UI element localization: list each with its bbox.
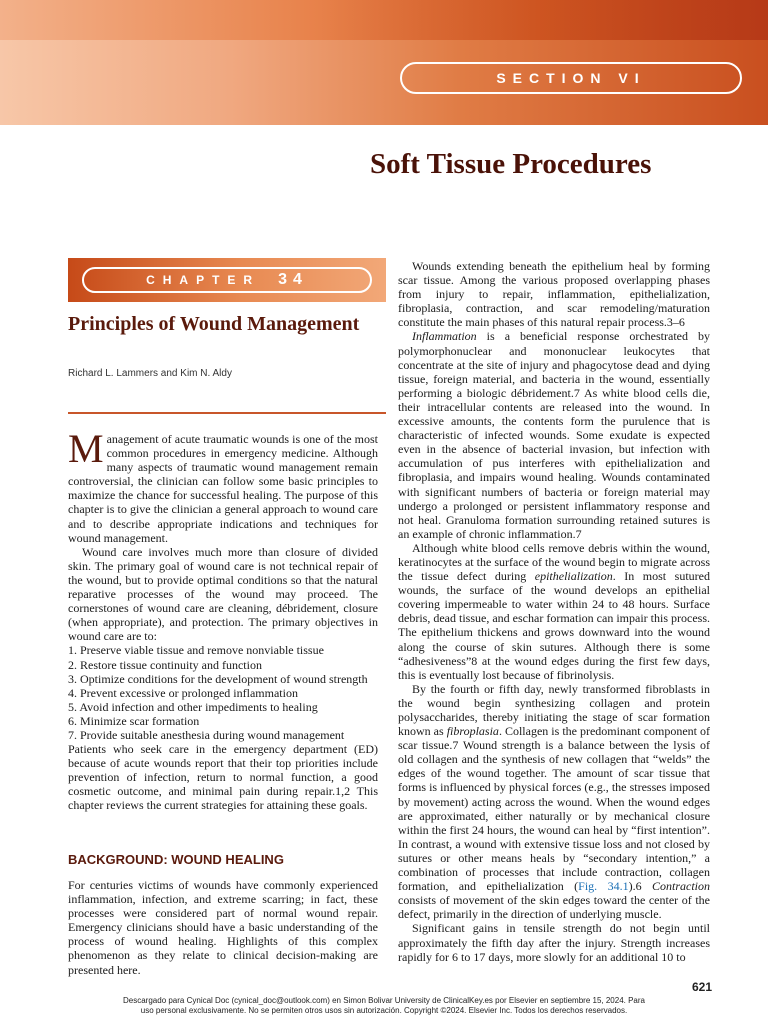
paragraph: Inflammation is a beneficial response orchestrated by polymorphonuclear and mononuclear leukocytes that concentrate at the site of injury and phagocytose dead and dying tissue, foreign material, and bacteria in the wound, essentially performing a biologic débridement.7 As white blood cells die, their intracellular contents are released into the wound. In excessive amounts, the contents form the purulence that is characteristic of infected wounds. Some exudate is expected even in the absence of bacterial invasion, but infection with accumulation of pus interferes with epithelialization and fibroplasia, and impairs wound healing. Wounds contaminated with significant numbers of bacteria or foreign material may undergo a prolonged or persistent inflammatory response and not heal. Granuloma formation surrounding retained sutures is an example of chronic inflammation.7 — [398, 329, 710, 541]
section-label: SECTION VI — [400, 62, 742, 94]
authors: Richard L. Lammers and Kim N. Aldy — [68, 368, 232, 379]
intro-paragraph: Management of acute traumatic wounds is one of the most common procedures in emergency medicine. Although many aspects of traumatic wound management remain controversial, the clinician can follow some basic principles to maximize the chance for successful healing. The purpose of this chapter is to give the clinician a general approach to wound care and to describe appropriate indications and techniques for wound management. — [68, 426, 378, 545]
list-item: 2. Restore tissue continuity and function — [68, 657, 262, 672]
column-right — [398, 259, 710, 964]
objectives-list — [68, 643, 378, 742]
paragraph: For centuries victims of wounds have commonly experienced inflammation, infection, and extreme scarring; in fact, these processes were considered part of normal wound repair. Emergency clinicians should have a basic understanding of the process of wound healing. Highlights of this complex phenomenon as they relate to clinical decision-making are presented here. — [68, 878, 378, 977]
footer-line: uso personal exclusivamente. No se permiten otros usos sin autorización. Copyright ©2024. Elsevier Inc. Todos los derechos reservados. — [140, 1006, 628, 1015]
section-title: Soft Tissue Procedures — [370, 148, 652, 180]
chapter-label-pill — [82, 267, 372, 293]
drop-cap: M — [68, 426, 104, 471]
page-number: 621 — [692, 980, 713, 994]
banner-shade — [320, 0, 768, 40]
figure-link[interactable]: Fig. 34.1 — [578, 879, 629, 894]
list-item: 7. Provide suitable anesthesia during wound management — [68, 727, 345, 742]
title-rule — [68, 412, 386, 414]
column-left-lower — [68, 878, 378, 977]
download-footer — [60, 996, 708, 1016]
chapter-number: 34 — [278, 271, 308, 288]
paragraph: Wound care involves much more than closure of divided skin. The primary goal of wound care is not technical repair of the wound, but to provide optimal conditions so that the natural reparative processes of the wound may proceed. The cornerstones of wound care are cleaning, débridement, closure (when appropriate), and protection. The primary objectives in wound care are to: — [68, 544, 378, 644]
paragraph: Significant gains in tensile strength do not begin until approximately the fifth day after the injury. Strength increases rapidly for 6 to 17 days, more slowly for an additional 10 to — [398, 921, 710, 964]
list-item: 6. Minimize scar formation — [68, 713, 200, 728]
list-item: 4. Prevent excessive or prolonged inflammation — [68, 685, 298, 700]
list-item: 5. Avoid infection and other impediments to healing — [68, 699, 318, 714]
column-left — [68, 426, 378, 813]
list-item: 1. Preserve viable tissue and remove nonviable tissue — [68, 643, 324, 658]
paragraph: By the fourth or fifth day, newly transformed fibroblasts in the wound begin synthesizing collagen and protein polysaccharides, thereby initiating the stage of scar formation known as fibroplasia. Collagen is the predominant component of scar tissue.7 Wound strength is a balance between the lysis of old collagen and the synthesis of new collagen that “welds” the edges of the wound together. The amount of scar tissue that forms is influenced by physical forces (e.g., the stresses imposed by movement) acting across the wound. When the wound edges are approximated, either naturally or by mechanical closure within the first 24 hours, the wound can heal by “first intention”. In contrast, a wound with extensive tissue loss and not closed by sutures or other means heals by “secondary intention,” a combination of processes that include contraction, collagen formation, and epithelialization (Fig. 34.1).6 Contraction consists of movement of the skin edges toward the center of the defect, primarily in the direction of underlying muscle. — [398, 681, 710, 922]
paragraph: Wounds extending beneath the epithelium heal by forming scar tissue. Among the various proposed overlapping phases from injury to repair, inflammation, epithelialization, fibroplasia, contraction, and scar remodeling/maturation constitute the main phases of this natural repair process.3–6 — [398, 259, 710, 330]
chapter-title: Principles of Wound Management — [68, 313, 360, 335]
section-heading: BACKGROUND: WOUND HEALING — [68, 852, 284, 867]
footer-line: Descargado para Cynical Doc (cynical_doc@outlook.com) en Simon Bolivar University de ClinicalKey.es por Elsevier en septiembre 15, 2024. Para — [123, 996, 645, 1005]
chapter-label: CHAPTER — [146, 273, 261, 287]
list-item: 3. Optimize conditions for the development of wound strength — [68, 671, 368, 686]
paragraph: Although white blood cells remove debris within the wound, keratinocytes at the surface of the wound begin to migrate across the tissue defect during epithelialization. In most sutured wounds, the surface of the wound develops an epithelial covering impermeable to water within 24 to 48 hours. Surface debris, dead tissue, and eschar formation can impair this process. The epithelium thickens and grows downward into the wound along the course of skin sutures. Although there is some “adhesiveness”8 at the wound edges during the first few days, this is eventually lost because of fibrinolysis. — [398, 540, 710, 682]
paragraph: Patients who seek care in the emergency department (ED) because of acute wounds report that their top priorities include prevention of infection, return to normal function, a good cosmetic outcome, and minimal pain during repair.1,2 This chapter reviews the current strategies for attaining these goals. — [68, 742, 378, 813]
